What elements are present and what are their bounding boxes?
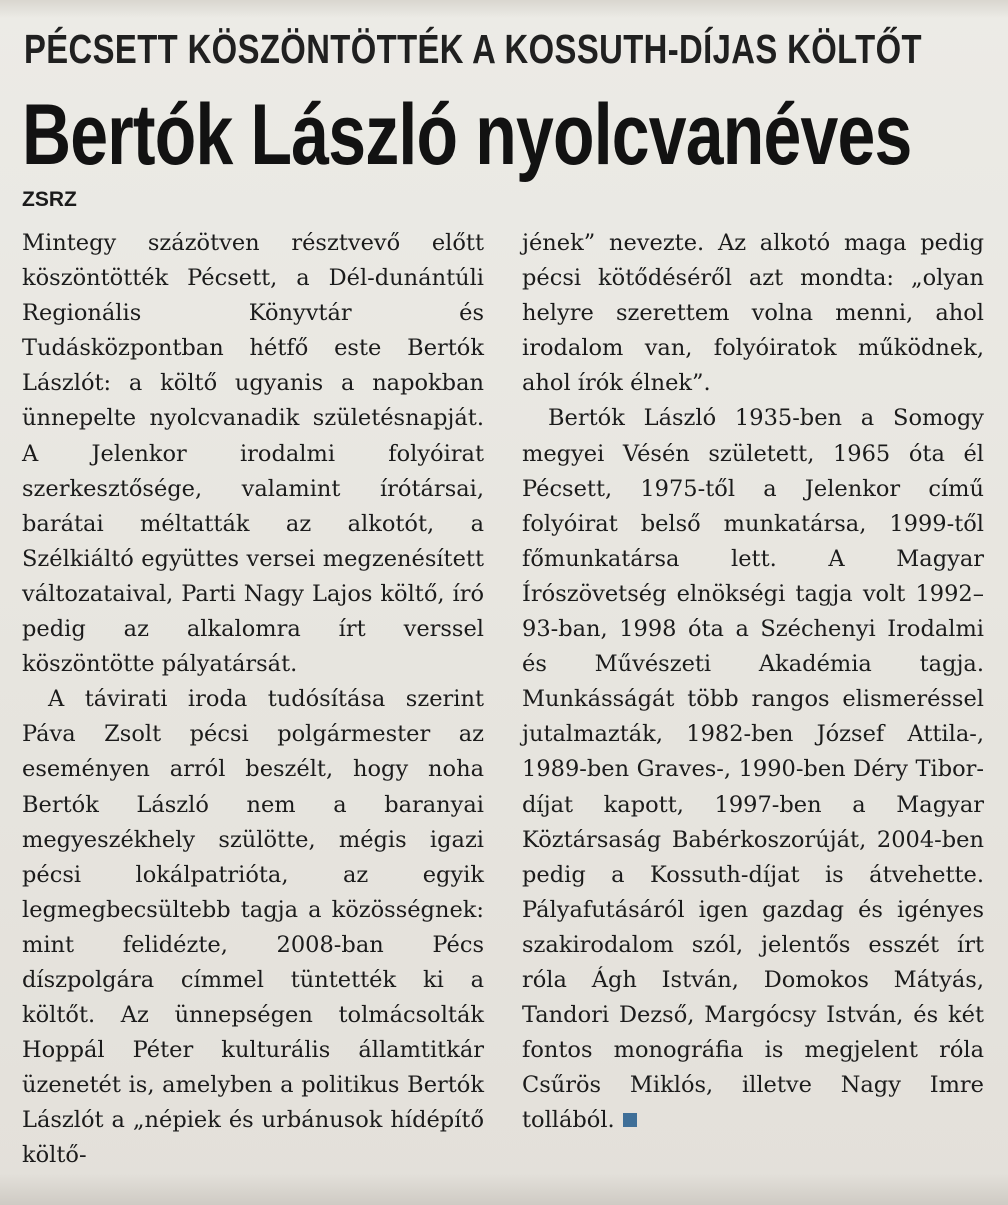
article-paragraph-last xyxy=(522,401,984,1138)
top-edge-shadow xyxy=(0,0,1008,18)
article-kicker: PÉCSETT KÖSZÖNTÖTTÉK A KOSSUTH-DÍJAS KÖLTŐT xyxy=(24,26,922,72)
article-byline: ZSRZ xyxy=(22,188,77,211)
article-column-left xyxy=(22,226,484,1174)
article-headline: Bertók László nyolcvanéves xyxy=(22,87,912,183)
article-column-right xyxy=(522,226,984,1138)
article-paragraph: jének” nevezte. Az alkotó maga pedig pécsi kötődéséről azt mondta: „olyan helyre szerettem volna menni, ahol irodalom van, folyóiratok működnek, ahol írók élnek”. xyxy=(522,230,984,397)
article-paragraph: A távirati iroda tudósítása szerint Páva Zsolt pécsi polgármester az eseményen arról beszélt, hogy noha Bertók László nem a baranyai megyeszékhely szülötte, mégis igazi pécsi lokálpatrióta, az egyik legmegbecsültebb tagja a közösségnek: mint felidézte, 2008-ban Pécs díszpolgára címmel tüntették ki a költőt. Az ünnepségen tolmácsolták Hoppál Péter kulturális államtitkár üzenetét is, amelyben a politikus Bertók Lászlót a „népiek és urbánusok hídépítő költő- xyxy=(22,686,484,1169)
article-paragraph-text: Bertók László 1935-ben a Somogy megyei Vésén született, 1965 óta él Pécsett, 1975-től a Jelenkor című folyóirat belső munkatársa, 1999-től főmunkatársa lett. A Magyar Írószövetség elnökségi tagja volt 1992–93-ban, 1998 óta a Széchenyi Irodalmi és Művészeti Akadémia tagja. Munkásságát több rangos elismeréssel jutalmazták, 1982-ben József Attila-, 1989-ben Graves-, 1990-ben Déry Tibor-díjat kapott, 1997-ben a Magyar Köztársaság Babérkoszorúját, 2004-ben pedig a Kossuth-díjat is átvehette. Pályafutásáról igen gazdag és igényes szakirodalom szól, jelentős esszét írt róla Ágh István, Domokos Mátyás, Tandori Dezső, Margócsy István, és két fontos monográfia is megjelent róla Csűrös Miklós, illetve Nagy Imre tollából. xyxy=(522,405,984,1134)
bottom-edge-shadow xyxy=(0,1173,1008,1205)
end-of-article-square-icon xyxy=(623,1113,637,1127)
article-paragraph: Mintegy százötven résztvevő előtt köszöntötték Pécsett, a Dél-dunántúli Regionális Könyvtár és Tudásközpontban hétfő este Bertók Lászlót: a költő ugyanis a napokban ünnepelte nyolcvanadik születésnapját. A Jelenkor irodalmi folyóirat szerkesztősége, valamint írótársai, barátai méltatták az alkotót, a Szélkiáltó együttes versei megzenésített változataival, Parti Nagy Lajos költő, író pedig az alkalomra írt verssel köszöntötte pályatársát. xyxy=(22,230,484,678)
